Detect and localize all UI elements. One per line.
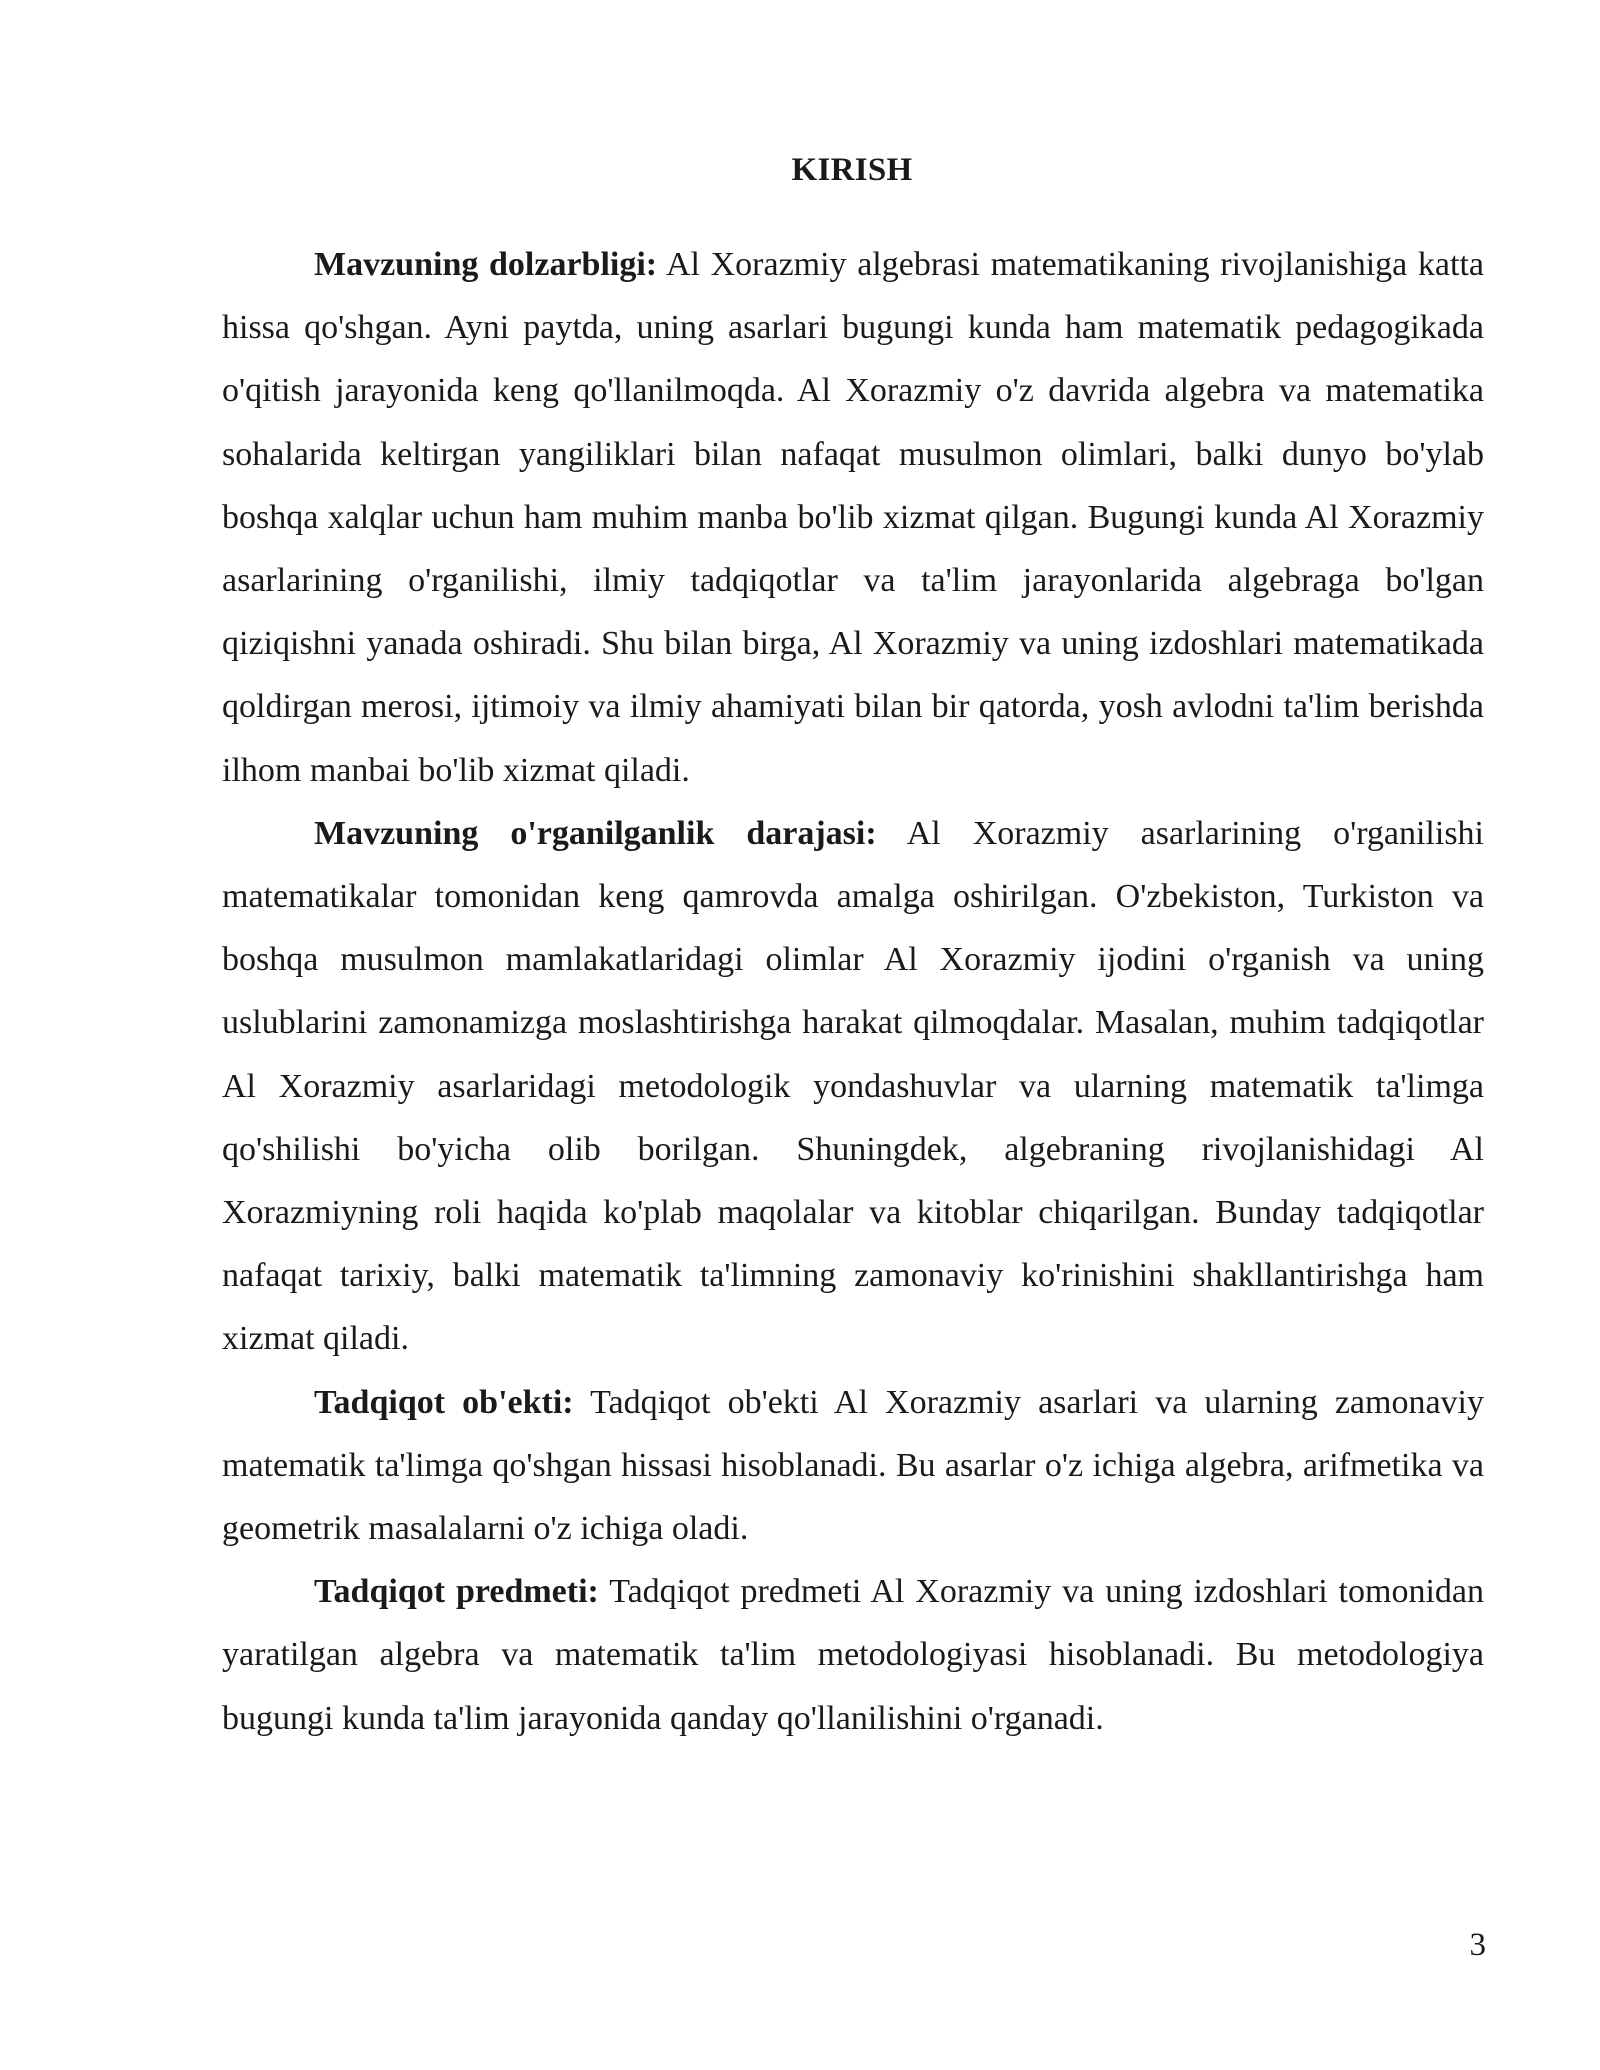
document-body: [222, 233, 1484, 1750]
paragraph-text: Al Xorazmiy algebrasi matematikaning rivojlanishiga katta hissa qo'shgan. Ayni paytda, uning asarlari bugungi kunda ham matematik pedagogikada o'qitish jarayonida keng qo'llanilmoqda. Al Xorazmiy o'z davrida algebra va matematika sohalarida keltirgan yangiliklari bilan nafaqat musulmon olimlari, balki dunyo bo'ylab boshqa xalqlar uchun ham muhim manba bo'lib xizmat qilgan. Bugungi kunda Al Xorazmiy asarlarining o'rganilishi, ilmiy tadqiqotlar va ta'lim jarayonlarida algebraga bo'lgan qiziqishni yanada oshiradi. Shu bilan birga, Al Xorazmiy va uning izdoshlari matematikada qoldirgan merosi, ijtimoiy va ilmiy ahamiyati bilan bir qatorda, yosh avlodni ta'lim berishda ilhom manbai bo'lib xizmat qiladi.: [222, 246, 1485, 789]
paragraph-text: Tadqiqot predmeti Al Xorazmiy va uning izdoshlari tomonidan yaratilgan algebra va matematik ta'lim metodologiyasi hisoblanadi. Bu metodologiya bugungi kunda ta'lim jarayonida qanday qo'llanilishini o'rganadi.: [222, 1573, 1484, 1737]
paragraph-relevance: [222, 233, 1484, 802]
paragraph-heading: Mavzuning o'rganilganlik darajasi:: [314, 814, 877, 852]
paragraph-heading: Mavzuning dolzarbligi:: [314, 246, 658, 283]
page-number: 3: [1469, 1927, 1486, 1963]
paragraph-text: Al Xorazmiy asarlarining o'rganilishi matematikalar tomonidan keng qamrovda amalga oshirilgan. O'zbekiston, Turkiston va boshqa musulmon mamlakatlaridagi olimlar Al Xorazmiy ijodini o'rganish va uning uslublarini zamonamizga moslashtirishga harakat qilmoqdalar. Masalan, muhim tadqiqotlar Al Xorazmiy asarlaridagi metodologik yondashuvlar va ularning matematik ta'limga qo'shilishi bo'yicha olib borilgan. Shuningdek, algebraning rivojlanishidagi Al Xorazmiyning roli haqida ko'plab maqolalar va kitoblar chiqarilgan. Bunday tadqiqotlar nafaqat tarixiy, balki matematik ta'limning zamonaviy ko'rinishini shakllantirishga ham xizmat qiladi.: [222, 814, 1485, 1358]
paragraph-heading: Tadqiqot predmeti:: [314, 1573, 599, 1611]
paragraph-text: Tadqiqot ob'ekti Al Xorazmiy asarlari va ularning zamonaviy matematik ta'limga qo'shgan hissasi hisoblanadi. Bu asarlar o'z ichiga algebra, arifmetika va geometrik masalalarni o'z ichiga oladi.: [222, 1383, 1485, 1548]
page-title: KIRISH: [791, 152, 913, 188]
paragraph-heading: Tadqiqot ob'ekti:: [314, 1383, 574, 1421]
paragraph-research-object: [222, 1371, 1484, 1561]
paragraph-research-subject: [222, 1560, 1484, 1750]
paragraph-study-level: [222, 802, 1484, 1371]
